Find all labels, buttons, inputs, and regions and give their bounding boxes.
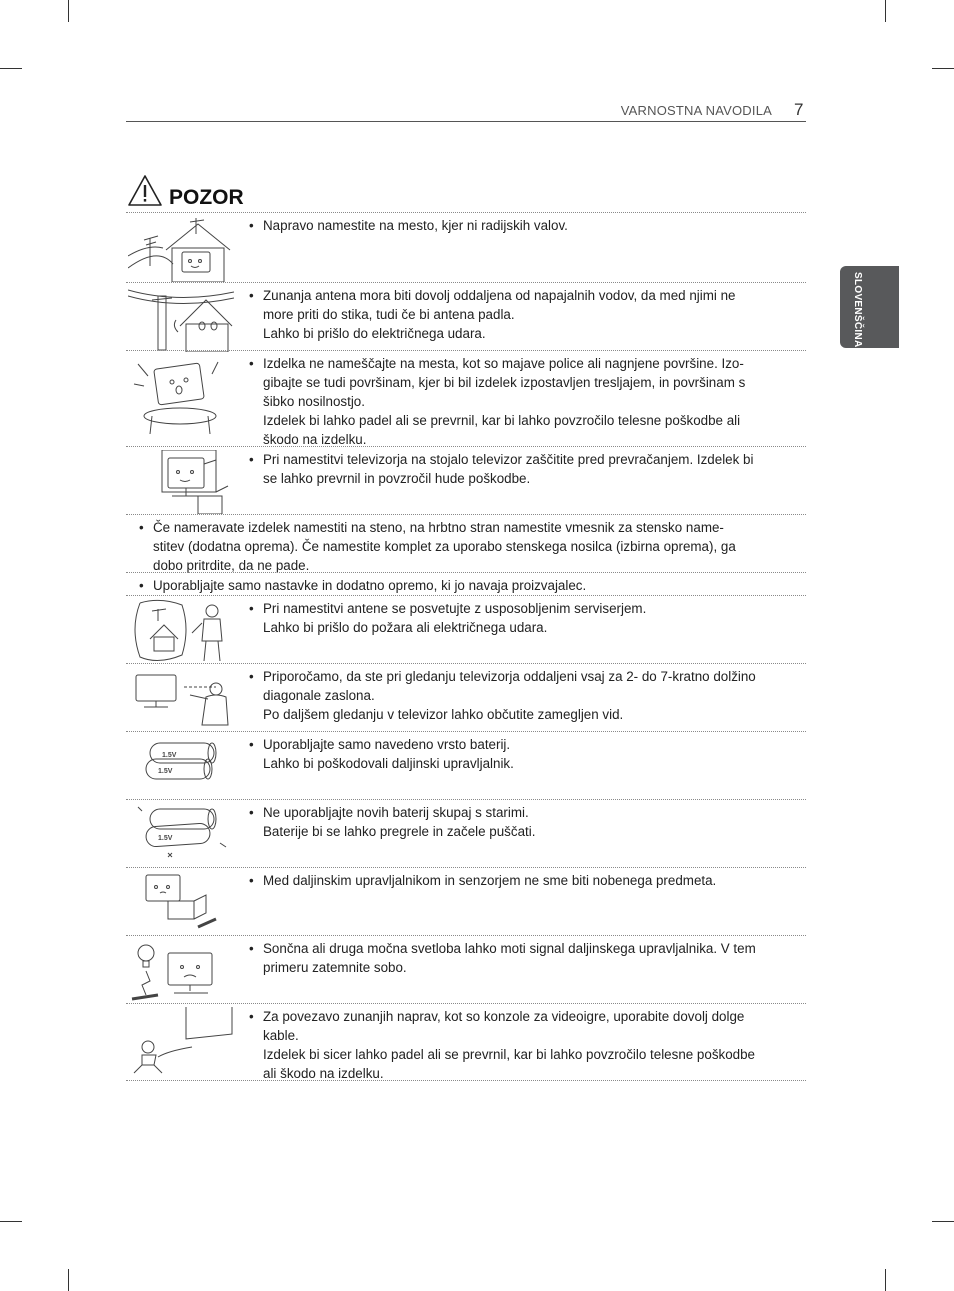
crop-mark <box>932 68 954 69</box>
tv-falling-illustration <box>128 354 234 449</box>
section-title: POZOR <box>169 186 244 209</box>
caution-item <box>126 595 806 663</box>
bullet-marker: • <box>249 873 254 888</box>
caution-text-line: diagonale zaslona. <box>263 688 375 703</box>
caution-text-line: šibko nosilnostjo. <box>263 394 365 409</box>
caution-text-line: Izdelek bi lahko padel ali se prevrnil, kar bi lahko povzročilo telesne poškodbe ali <box>263 413 741 428</box>
bullet-marker: • <box>249 1009 254 1024</box>
remote-obstacle-illustration <box>128 871 234 940</box>
caution-text-line: se lahko prevrnil in povzročil hude poškodbe. <box>263 471 531 486</box>
crop-mark <box>0 1221 22 1222</box>
caution-text-line: Za povezavo zunanjih naprav, kot so konzole za videoigre, uporabite dovolj dolge <box>263 1009 745 1024</box>
header-rule <box>126 121 806 122</box>
caution-text-line: Lahko bi prišlo do požara ali električnega udara. <box>263 620 548 635</box>
viewing-distance-illustration <box>128 667 234 736</box>
page-number: 7 <box>794 100 804 119</box>
caution-text-line: gibajte se tudi površinam, kjer bi bil izdelek izpostavljen tresljajem, in površinam s <box>263 375 746 390</box>
caution-text-line: Baterije bi se lahko pregrele in začele puščati. <box>263 824 536 839</box>
crop-mark <box>68 1269 69 1291</box>
caution-text-line: Med daljinskim upravljalnikom in senzorjem ne sme biti nobenega predmeta. <box>263 873 717 888</box>
crop-mark <box>0 68 22 69</box>
caution-item <box>126 446 806 514</box>
house-antenna-illustration <box>128 216 234 287</box>
caution-text-line: dobo pritrdite, da ne pade. <box>153 558 310 573</box>
tv-stand-wall-illustration <box>128 450 234 519</box>
caution-text-line: stitev (dodatna oprema). Če namestite komplet za uporabo stenskega nosilca (izbirna oprema), ga <box>153 539 736 554</box>
caution-item <box>126 935 806 1003</box>
bullet-marker: • <box>249 805 254 820</box>
caution-text-line: more priti do stika, tudi če bi antena padla. <box>263 307 515 322</box>
running-header: VARNOSTNA NAVODILA <box>620 103 772 118</box>
battery-label: 1.5V <box>162 752 177 759</box>
crop-mark <box>932 1221 954 1222</box>
bullet-marker: • <box>249 601 254 616</box>
bullet-marker: • <box>249 452 254 467</box>
caution-text-line: Ne uporabljajte novih baterij skupaj s starimi. <box>263 805 529 820</box>
caution-text <box>249 450 806 488</box>
bullet-marker: • <box>249 288 254 303</box>
old-new-batteries-illustration <box>128 803 234 868</box>
caution-text-line: Uporabljajte samo nastavke in dodatno opremo, ki jo navaja proizvajalec. <box>153 578 587 593</box>
caution-text-line: Pri namestitvi televizorja na stojalo televizor zaščitite pred prevračanjem. Izdelek bi <box>263 452 754 467</box>
caution-item <box>126 350 806 446</box>
caution-text-line: primeru zatemnite sobo. <box>263 960 407 975</box>
caution-item <box>126 1003 806 1081</box>
antenna-power-lines-illustration <box>128 286 234 357</box>
language-tab-label: SLOVENŠČINA <box>852 272 863 348</box>
bullet-marker: • <box>249 941 254 956</box>
cable-trip-illustration <box>128 1007 234 1082</box>
caution-text-line: škodo na izdelku. <box>263 432 367 447</box>
warning-triangle-icon <box>127 174 163 208</box>
caution-item <box>126 663 806 731</box>
bullet-marker: • <box>249 737 254 752</box>
caution-text-line: Zunanja antena mora biti dovolj oddaljena od napajalnih vodov, da med njimi ne <box>263 288 736 303</box>
caution-item <box>126 282 806 350</box>
caution-item <box>126 867 806 935</box>
battery-label: 1.5V <box>158 835 173 842</box>
caution-item <box>126 799 806 867</box>
caution-text-line: Pri namestitvi antene se posvetujte z usposobljenim serviserjem. <box>263 601 647 616</box>
caution-text-line: Če nameravate izdelek namestiti na steno, na hrbtno stran namestite vmesnik za stensko name- <box>153 520 724 535</box>
language-tab <box>840 266 899 348</box>
caution-text <box>249 871 806 890</box>
caution-text-line: ali škodo na izdelku. <box>263 1066 384 1081</box>
caution-text-line: Priporočamo, da ste pri gledanju televizorja oddaljeni vsaj za 2- do 7-kratno dolžino <box>263 669 756 684</box>
antenna-serviceman-illustration <box>128 599 234 668</box>
caution-text <box>249 216 806 235</box>
caution-text-line: kable. <box>263 1028 299 1043</box>
bullet-marker: • <box>249 356 254 371</box>
caution-text-line: Sončna ali druga močna svetloba lahko moti signal daljinskega upravljalnika. V tem <box>263 941 756 956</box>
caution-text-line: Izdelek bi sicer lahko padel ali se prevrnil, kar bi lahko povzročilo telesne poškodbe <box>263 1047 756 1062</box>
crop-mark <box>68 0 69 22</box>
caution-text <box>249 286 806 343</box>
caution-text <box>249 1007 806 1083</box>
caution-text <box>139 576 806 595</box>
caution-text-line: Lahko bi prišlo do električnega udara. <box>263 326 486 341</box>
caution-list <box>126 212 806 1081</box>
caution-text-line: Napravo namestite na mesto, kjer ni radijskih valov. <box>263 218 568 233</box>
caution-text <box>249 667 806 724</box>
bullet-marker: • <box>139 520 144 535</box>
caution-text <box>249 939 806 977</box>
caution-text <box>249 735 806 773</box>
battery-label: 1.5V <box>158 768 173 775</box>
crop-mark <box>885 1269 886 1291</box>
caution-text <box>249 599 806 637</box>
caution-text <box>139 518 806 575</box>
bullet-marker: • <box>139 578 144 593</box>
caution-text <box>249 354 806 449</box>
bullet-marker: • <box>249 218 254 233</box>
caution-text <box>249 803 806 841</box>
caution-item <box>126 731 806 799</box>
crop-mark <box>885 0 886 22</box>
caution-text-line: Po daljšem gledanju v televizor lahko občutite zamegljen vid. <box>263 707 624 722</box>
caution-text-line: Uporabljajte samo navedeno vrsto baterij. <box>263 737 511 752</box>
batteries-illustration <box>128 735 234 796</box>
caution-item <box>126 212 806 282</box>
bullet-marker: • <box>249 669 254 684</box>
caution-item <box>126 572 806 595</box>
caution-text-line: Izdelka ne nameščajte na mesta, kot so majave police ali nagnjene površine. Izo- <box>263 356 744 371</box>
caution-text-line: Lahko bi poškodovali daljinski upravljalnik. <box>263 756 514 771</box>
caution-item <box>126 514 806 572</box>
bright-light-illustration <box>128 939 234 1008</box>
